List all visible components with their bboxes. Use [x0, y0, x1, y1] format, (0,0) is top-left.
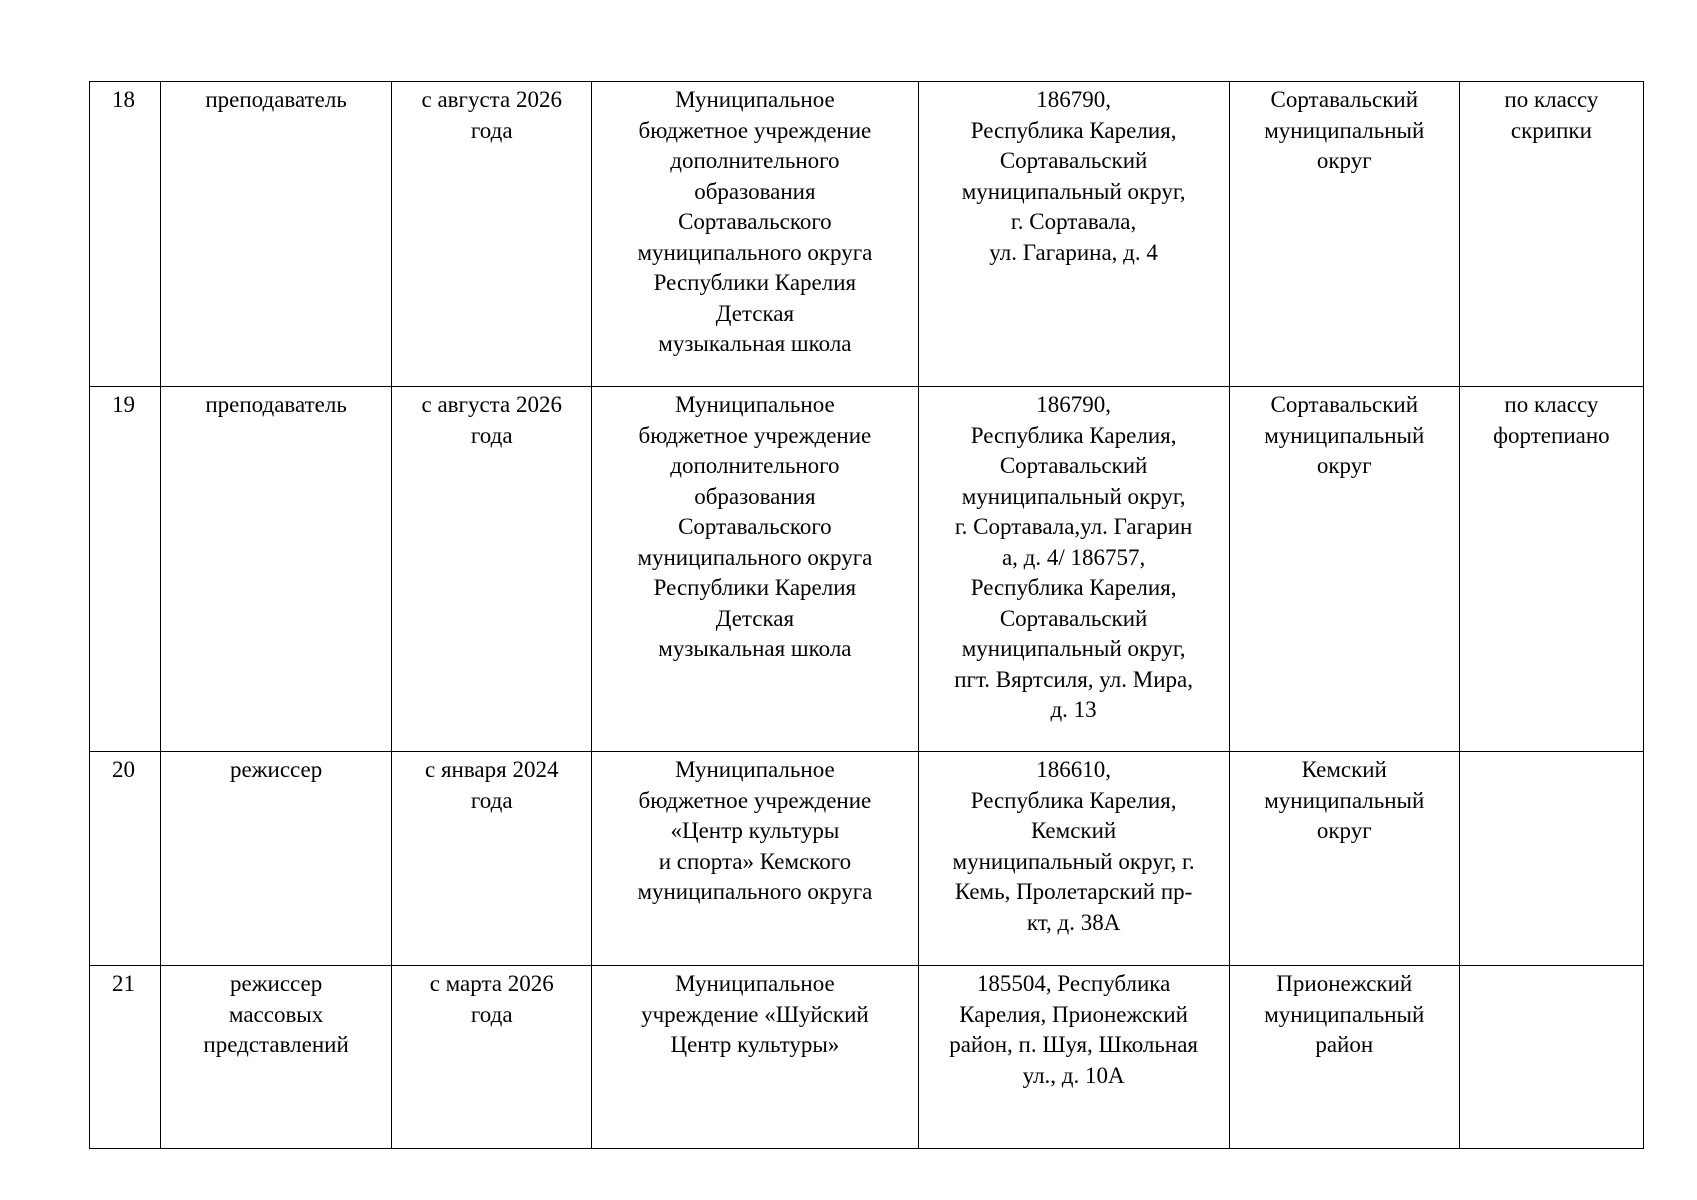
position-cell	[161, 387, 392, 752]
period-cell	[392, 387, 592, 752]
table-row	[90, 966, 1644, 1149]
position-cell	[161, 82, 392, 387]
row-number-cell	[90, 752, 161, 966]
row-number: 18	[112, 87, 135, 112]
position-text: режиссер массовых представлений	[203, 971, 349, 1057]
period-text: с августа 2026 года	[421, 392, 562, 448]
district-cell	[1229, 82, 1459, 387]
address-cell	[918, 752, 1229, 966]
table-row	[90, 752, 1644, 966]
position-cell	[161, 966, 392, 1149]
period-cell	[392, 966, 592, 1149]
address-cell	[918, 82, 1229, 387]
organization-text: Муниципальное учреждение «Шуйский Центр культуры»	[641, 971, 869, 1057]
address-text: 186610, Республика Карелия, Кемский муниципальный округ, г. Кемь, Пролетарский пр- кт, д. 38А	[952, 757, 1195, 935]
period-cell	[392, 752, 592, 966]
district-text: Сортавальский муниципальный округ	[1264, 392, 1425, 478]
organization-text: Муниципальное бюджетное учреждение «Центр культуры и спорта» Кемского муниципального округа	[637, 757, 873, 904]
organization-cell	[592, 387, 918, 752]
address-text: 185504, Республика Карелия, Прионежский район, п. Шуя, Школьная ул., д. 10А	[949, 971, 1198, 1088]
address-cell	[918, 387, 1229, 752]
address-cell	[918, 966, 1229, 1149]
note-cell	[1459, 82, 1643, 387]
organization-cell	[592, 966, 918, 1149]
position-text: режиссер	[229, 757, 323, 782]
note-text: по классу скрипки	[1504, 87, 1599, 143]
vacancy-table	[89, 81, 1644, 1149]
organization-cell	[592, 752, 918, 966]
note-cell	[1459, 752, 1643, 966]
note-text: по классу фортепиано	[1493, 392, 1610, 448]
district-text: Прионежский муниципальный район	[1264, 971, 1425, 1057]
period-text: с марта 2026 года	[429, 971, 554, 1027]
district-cell	[1229, 966, 1459, 1149]
organization-cell	[592, 82, 918, 387]
note-cell	[1459, 387, 1643, 752]
row-number: 19	[112, 392, 135, 417]
position-text: преподаватель	[205, 392, 347, 417]
organization-text: Муниципальное бюджетное учреждение дополнительного образования Сортавальского муниципального округа Республики Карелия Детская музыкальная школа	[637, 87, 873, 356]
address-text: 186790, Республика Карелия, Сортавальский муниципальный округ, г. Сортавала,ул. Гагарин а, д. 4/ 186757, Республика Карелия, Сортавальский муниципальный округ, пгт. Вяртсиля, ул. Мира, д. 13	[954, 392, 1193, 722]
period-text: с августа 2026 года	[421, 87, 562, 143]
district-text: Кемский муниципальный округ	[1264, 757, 1425, 843]
organization-text: Муниципальное бюджетное учреждение дополнительного образования Сортавальского муниципального округа Республики Карелия Детская музыкальная школа	[637, 392, 873, 661]
district-text: Сортавальский муниципальный округ	[1264, 87, 1425, 173]
district-cell	[1229, 752, 1459, 966]
row-number: 20	[112, 757, 135, 782]
note-cell	[1459, 966, 1643, 1149]
row-number-cell	[90, 387, 161, 752]
address-text: 186790, Республика Карелия, Сортавальский муниципальный округ, г. Сортавала, ул. Гагарина, д. 4	[961, 87, 1186, 265]
position-cell	[161, 752, 392, 966]
table-row	[90, 82, 1644, 387]
period-text: с января 2024 года	[425, 757, 559, 813]
position-text: преподаватель	[205, 87, 347, 112]
district-cell	[1229, 387, 1459, 752]
table-row	[90, 387, 1644, 752]
row-number: 21	[112, 971, 135, 996]
period-cell	[392, 82, 592, 387]
row-number-cell	[90, 82, 161, 387]
row-number-cell	[90, 966, 161, 1149]
